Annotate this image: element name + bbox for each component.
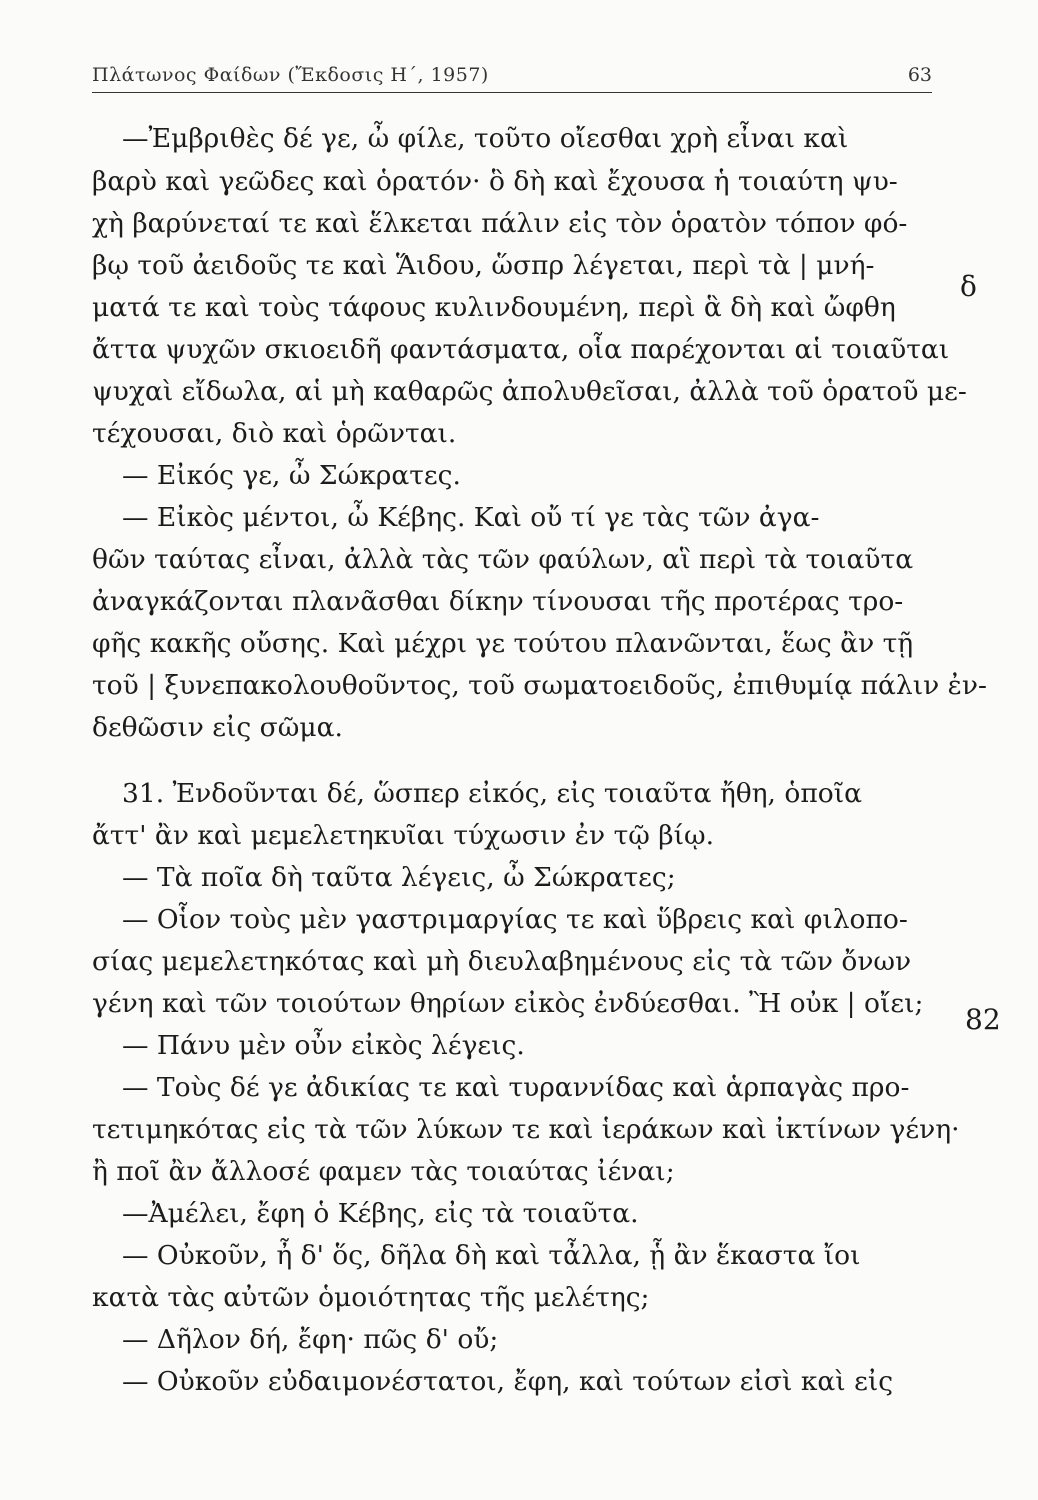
text-line: βαρὺ καὶ γεῶδες καὶ ὁρατόν· ὃ δὴ καὶ ἔχουσα ἡ τοιαύτη ψυ- — [92, 166, 898, 197]
text-line: — Οἷον τοὺς μὲν γαστριμαργίας τε καὶ ὕβρεις καὶ φιλοπο- — [122, 904, 908, 935]
text-line: — Τὰ ποῖα δὴ ταῦτα λέγεις, ὦ Σώκρατες; — [122, 862, 676, 893]
margin-note-d: δ — [960, 270, 977, 303]
header-title: Πλάτωνος Φαίδων (Ἔκδοσις Η΄, 1957) — [92, 64, 489, 86]
text-line: — Δῆλον δή, ἔφη· πῶς δ' οὔ; — [122, 1324, 499, 1355]
text-line: ἄττ' ἂν καὶ μεμελετηκυῖαι τύχωσιν ἐν τῷ βίῳ. — [92, 820, 714, 851]
section-31-line: 31. Ἐνδοῦνται δέ, ὥσπερ εἰκός, εἰς τοιαῦτα ἤθη, ὁποῖα — [122, 778, 863, 809]
margin-note-82: 82 — [965, 1003, 1001, 1036]
text-line: κατὰ τὰς αὐτῶν ὁμοιότητας τῆς μελέτης; — [92, 1282, 650, 1313]
text-line: τέχουσαι, διὸ καὶ ὁρῶνται. — [92, 418, 457, 449]
running-header — [92, 62, 932, 93]
text-line: ἢ ποῖ ἂν ἄλλοσέ φαμεν τὰς τοιαύτας ἰέναι; — [92, 1156, 675, 1187]
text-line: γένη καὶ τῶν τοιούτων θηρίων εἰκὸς ἐνδύεσθαι. Ἢ οὐκ | οἴει; — [92, 988, 924, 1019]
text-line: σίας μεμελετηκότας καὶ μὴ διευλαβημένους εἰς τὰ τῶν ὄνων — [92, 946, 912, 977]
text-line: — Οὐκοῦν εὐδαιμονέστατοι, ἔφη, καὶ τούτων εἰσὶ καὶ εἰς — [122, 1366, 894, 1397]
text-line: ἄττα ψυχῶν σκιοειδῆ φαντάσματα, οἷα παρέχονται αἱ τοιαῦται — [92, 334, 950, 365]
page-number: 63 — [907, 64, 932, 86]
text-line: ψυχαὶ εἴδωλα, αἱ μὴ καθαρῶς ἀπολυθεῖσαι, ἀλλὰ τοῦ ὁρατοῦ με- — [92, 376, 967, 407]
text-line: — Πάνυ μὲν οὖν εἰκὸς λέγεις. — [122, 1030, 525, 1061]
text-line: ἀναγκάζονται πλανᾶσθαι δίκην τίνουσαι τῆς προτέρας τρο- — [92, 586, 904, 617]
text-line: βῳ τοῦ ἀειδοῦς τε καὶ Ἅιδου, ὥσπρ λέγεται, περὶ τὰ | μνή- — [92, 250, 875, 281]
text-line: δεθῶσιν εἰς σῶμα. — [92, 712, 343, 743]
text-line: — Εἰκὸς μέντοι, ὦ Κέβης. Καὶ οὔ τί γε τὰς τῶν ἀγα- — [122, 502, 820, 533]
text-line: —Ἀμέλει, ἔφη ὁ Κέβης, εἰς τὰ τοιαῦτα. — [122, 1198, 639, 1229]
text-line: τετιμηκότας εἰς τὰ τῶν λύκων τε καὶ ἱεράκων καὶ ἰκτίνων γένη· — [92, 1114, 960, 1145]
text-line: τοῦ | ξυνεπακολουθοῦντος, τοῦ σωματοειδοῦς, ἐπιθυμίᾳ πάλιν ἐν- — [92, 670, 987, 701]
text-line: — Τοὺς δέ γε ἀδικίας τε καὶ τυραννίδας καὶ ἁρπαγὰς προ- — [122, 1072, 910, 1103]
text-line: ματά τε καὶ τοὺς τάφους κυλινδουμένη, περὶ ἃ δὴ καὶ ὤφθη — [92, 292, 896, 323]
text-line: φῆς κακῆς οὔσης. Καὶ μέχρι γε τούτου πλανῶνται, ἕως ἂν τῇ — [92, 628, 914, 659]
text-line: —Ἐμβριθὲς δέ γε, ὦ φίλε, τοῦτο οἴεσθαι χρὴ εἶναι καὶ — [122, 123, 849, 154]
text-line: — Οὐκοῦν, ἦ δ' ὅς, δῆλα δὴ καὶ τἆλλα, ᾗ ἂν ἕκαστα ἴοι — [122, 1240, 861, 1271]
text-line: θῶν ταύτας εἶναι, ἀλλὰ τὰς τῶν φαύλων, αἳ περὶ τὰ τοιαῦτα — [92, 544, 914, 575]
text-line: — Εἰκός γε, ὦ Σώκρατες. — [122, 460, 461, 491]
text-line: χὴ βαρύνεταί τε καὶ ἕλκεται πάλιν εἰς τὸν ὁρατὸν τόπον φό- — [92, 208, 908, 239]
